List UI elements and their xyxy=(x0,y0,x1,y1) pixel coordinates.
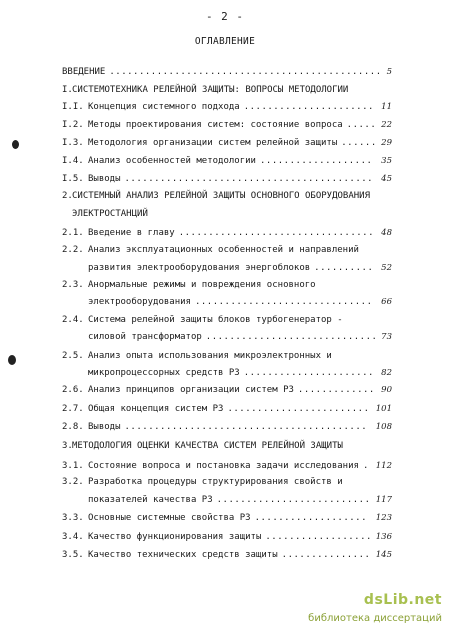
toc-page-number: 101 xyxy=(375,404,392,414)
toc-entry-number: 2.3. xyxy=(62,280,84,290)
dot-leader: ........................ xyxy=(227,404,370,414)
toc-entry-number: 2.5. xyxy=(62,351,84,361)
toc-entry-continuation-text: микропроцессорных средств РЗ xyxy=(88,368,240,378)
toc-entry-title: Анализ эксплуатационных особенностей и направлений xyxy=(88,245,359,255)
toc-entry-number: 2.7. xyxy=(62,404,84,414)
toc-entry-title: СИСТЕМОТЕХНИКА РЕЛЕЙНОЙ ЗАЩИТЫ: ВОПРОСЫ МЕТОДОЛОГИИ xyxy=(72,85,349,95)
dot-leader: ................... xyxy=(254,513,368,523)
toc-page-number: 136 xyxy=(375,532,392,542)
toc-entry-number: 2.4. xyxy=(62,315,84,325)
dot-leader: .................. xyxy=(265,532,372,542)
toc-entry-text: ВВЕДЕНИЕ xyxy=(62,67,106,77)
toc-entry-title: Методология организации систем релейной защиты xyxy=(88,138,338,148)
dot-leader: .......... xyxy=(314,263,374,273)
toc-entry-number: I.3. xyxy=(62,138,84,148)
dot-leader: .......................................... xyxy=(124,174,374,184)
toc-entry-title: Состояние вопроса и постановка задачи исследования xyxy=(88,461,359,471)
toc-entry-number: 2.8. xyxy=(62,422,84,432)
punch-mark xyxy=(12,140,19,149)
toc-entry-title: Введение в главу xyxy=(88,228,175,238)
dot-leader: ......................................... xyxy=(124,422,368,432)
toc-entry-title: Методы проектирования систем: состояние вопроса xyxy=(88,120,343,130)
dot-leader: . xyxy=(362,461,369,471)
dot-leader: ............................. xyxy=(205,332,378,342)
dot-leader: ............... xyxy=(281,550,371,560)
toc-page-number: 82 xyxy=(381,368,392,378)
toc-entry-title: Общая концепция систем РЗ xyxy=(88,404,224,414)
dot-leader: ..... xyxy=(346,120,377,130)
toc-entry-title: Качество технических средств защиты xyxy=(88,550,278,560)
toc-entry-title: Анормальные режимы и повреждения основного xyxy=(88,280,316,290)
dot-leader: .............................. xyxy=(194,297,373,307)
toc-page-number: 123 xyxy=(375,513,392,523)
toc-entry-continuation-text: силовой трансформатор xyxy=(88,332,202,342)
toc-entry-title: Система релейной защиты блоков турбогенератор - xyxy=(88,315,343,325)
toc-entry-number: I.5. xyxy=(62,174,84,184)
toc-page-number: 112 xyxy=(375,461,392,471)
toc-page-number: 45 xyxy=(381,174,392,184)
toc-entry-number: 2.1. xyxy=(62,228,84,238)
toc-entry-title: МЕТОДОЛОГИЯ ОЦЕНКИ КАЧЕСТВА СИСТЕМ РЕЛЕЙНОЙ ЗАЩИТЫ xyxy=(72,441,343,451)
toc-entry-title: Анализ опыта использования микроэлектронных и xyxy=(88,351,332,361)
toc-entry-number: I.I. xyxy=(62,102,84,112)
toc-page-number: 35 xyxy=(381,156,392,166)
toc-heading: ОГЛАВЛЕНИЕ xyxy=(194,36,256,47)
dot-leader: ................................. xyxy=(178,228,375,238)
toc-page-number: 117 xyxy=(375,495,392,505)
toc-page-number: 108 xyxy=(375,422,392,432)
toc-entry-title: СИСТЕМНЫЙ АНАЛИЗ РЕЛЕЙНОЙ ЗАЩИТЫ ОСНОВНОГО ОБОРУДОВАНИЯ xyxy=(72,191,371,201)
dot-leader: ...... xyxy=(341,138,377,148)
toc-entry-number: 2. xyxy=(62,191,73,201)
toc-entry-number: 3.2. xyxy=(62,477,84,487)
toc-page-number: 145 xyxy=(375,550,392,560)
toc-page-number: 52 xyxy=(381,263,392,273)
toc-entry-title: Основные системные свойства РЗ xyxy=(88,513,251,523)
punch-mark xyxy=(8,355,16,365)
toc-entry-title: Анализ принципов организации систем РЗ xyxy=(88,385,294,395)
toc-entry-title: Разработка процедуры структурирования свойств и xyxy=(88,477,343,487)
toc-page-number: 48 xyxy=(381,228,392,238)
toc-page-number: 73 xyxy=(381,332,392,342)
toc-entry-title: Выводы xyxy=(88,174,121,184)
toc-entry-number: I.4. xyxy=(62,156,84,166)
toc-entry-number: 3. xyxy=(62,441,73,451)
toc-entry-continuation-text: ЭЛЕКТРОСТАНЦИЙ xyxy=(72,209,148,219)
toc-entry-number: 3.5. xyxy=(62,550,84,560)
toc-entry-continuation-text: электрооборудования xyxy=(88,297,191,307)
toc-entry-title: Выводы xyxy=(88,422,121,432)
toc-entry-title: Концепция системного подхода xyxy=(88,102,240,112)
dot-leader: ............. xyxy=(297,385,375,395)
watermark-subtitle: библиотека диссертаций xyxy=(308,613,442,624)
toc-page-number: 11 xyxy=(381,102,392,112)
toc-entry-title: Анализ особенностей методологии xyxy=(88,156,256,166)
toc-entry-number: 3.1. xyxy=(62,461,84,471)
dot-leader: .............................................. xyxy=(109,67,382,77)
toc-entry-number: 3.4. xyxy=(62,532,84,542)
watermark-logo: dsLib.net xyxy=(363,592,442,608)
toc-entry-number: 3.3. xyxy=(62,513,84,523)
dot-leader: ...................... xyxy=(243,368,374,378)
toc-page-number: 29 xyxy=(381,138,392,148)
toc-page-number: 5 xyxy=(386,67,392,77)
page-number: - 2 - xyxy=(205,10,245,23)
dot-leader: ................... xyxy=(259,156,373,166)
dot-leader: ...................... xyxy=(243,102,374,112)
toc-entry-number: I. xyxy=(62,85,73,95)
toc-page-number: 90 xyxy=(381,385,392,395)
toc-entry-continuation-text: показателей качества РЗ xyxy=(88,495,213,505)
toc-entry-continuation-text: развития электрооборудования энергоблоков xyxy=(88,263,311,273)
toc-page-number: 22 xyxy=(381,120,392,130)
toc-entry-number: 2.2. xyxy=(62,245,84,255)
toc-entry-number: 2.6. xyxy=(62,385,84,395)
toc-entry-title: Качество функционирования защиты xyxy=(88,532,262,542)
toc-page-number: 66 xyxy=(381,297,392,307)
dot-leader: .......................... xyxy=(216,495,371,505)
toc-entry-number: I.2. xyxy=(62,120,84,130)
